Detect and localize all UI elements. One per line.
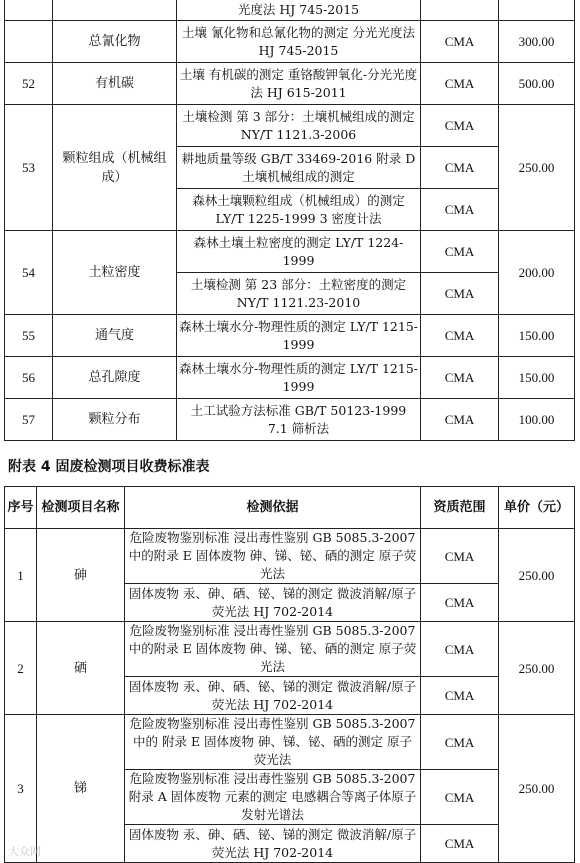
qualification: CMA (421, 399, 499, 441)
unit-price: 250.00 (499, 622, 575, 715)
basis-text: 土壤检测 第 3 部分：土壤机械组成的测定 NY/T 1121.3-2006 (177, 105, 421, 147)
row-number (5, 0, 53, 21)
header-no: 序号 (5, 487, 37, 529)
basis-text: 森林土壤颗粒组成（机械组成）的测定 LY/T 1225-1999 3 密度计法 (177, 189, 421, 231)
row-number: 57 (5, 399, 53, 441)
unit-price: 300.00 (499, 21, 575, 63)
unit-price: 150.00 (499, 315, 575, 357)
unit-price: 250.00 (499, 529, 575, 622)
qualification: CMA (421, 715, 499, 770)
qualification: CMA (421, 189, 499, 231)
basis-text: 危险废物鉴别标准 浸出毒性鉴别 GB 5085.3-2007 中的附录 E 固体废物 砷、锑、铋、硒的测定 原子荧光法 (125, 529, 421, 584)
basis-text: 土壤检测 第 23 部分：土粒密度的测定 NY/T 1121.23-2010 (177, 273, 421, 315)
table-row (5, 21, 575, 63)
unit-price: 250.00 (499, 715, 575, 863)
unit-price: 100.00 (499, 399, 575, 441)
qualification: CMA (421, 584, 499, 622)
unit-price: 250.00 (499, 105, 575, 231)
basis-text: 森林土壤水分-物理性质的测定 LY/T 1215-1999 (177, 315, 421, 357)
qualification: CMA (421, 105, 499, 147)
qualification: CMA (421, 529, 499, 584)
basis-text: 危险废物鉴别标准 浸出毒性鉴别 GB 5085.3-2007 附录 A 固体废物 元素的测定 电感耦合等离子体原子发射光谱法 (125, 770, 421, 825)
header-name: 检测项目名称 (37, 487, 125, 529)
table-row (5, 0, 575, 21)
item-name (53, 0, 177, 21)
basis-text: 固体废物 汞、砷、硒、铋、锑的测定 微波消解/原子荧光法 HJ 702-2014 (125, 584, 421, 622)
unit-price (499, 0, 575, 21)
qualification: CMA (421, 357, 499, 399)
item-name: 土粒密度 (53, 231, 177, 315)
table-row (5, 231, 575, 273)
item-name: 砷 (37, 529, 125, 622)
basis-text: 危险废物鉴别标准 浸出毒性鉴别 GB 5085.3-2007 中的 附录 E 固体废物 砷、锑、铋、硒的测定 原子荧光法 (125, 715, 421, 770)
section-title: 附表 4 固废检测项目收费标准表 (8, 459, 210, 475)
table-row (5, 105, 575, 147)
item-name: 颗粒组成（机械组成） (53, 105, 177, 231)
basis-text: 土壤 有机碳的测定 重铬酸钾氧化-分光光度法 HJ 615-2011 (177, 63, 421, 105)
item-name: 颗粒分布 (53, 399, 177, 441)
soil-fee-table (4, 0, 575, 441)
header-basis: 检测依据 (125, 487, 421, 529)
qualification: CMA (421, 231, 499, 273)
table-row (5, 529, 575, 584)
row-number: 54 (5, 231, 53, 315)
header-qual: 资质范围 (421, 487, 499, 529)
watermark: 大众网 (8, 845, 41, 858)
row-number: 56 (5, 357, 53, 399)
row-number (5, 21, 53, 63)
basis-text: 危险废物鉴别标准 浸出毒性鉴别 GB 5085.3-2007 中的附录 E 固体废物 砷、锑、铋、硒的测定 原子荧光法 (125, 622, 421, 677)
row-number: 52 (5, 63, 53, 105)
row-number: 55 (5, 315, 53, 357)
basis-text: 森林土壤水分-物理性质的测定 LY/T 1215-1999 (177, 357, 421, 399)
row-number: 1 (5, 529, 37, 622)
item-name: 有机碳 (53, 63, 177, 105)
qualification: CMA (421, 315, 499, 357)
solid-waste-fee-table (4, 486, 575, 863)
item-name: 锑 (37, 715, 125, 863)
qualification: CMA (421, 21, 499, 63)
table-row (5, 399, 575, 441)
qualification: CMA (421, 147, 499, 189)
basis-text: 森林土壤土粒密度的测定 LY/T 1224-1999 (177, 231, 421, 273)
basis-text: 光度法 HJ 745-2015 (177, 0, 421, 21)
qualification: CMA (421, 622, 499, 677)
header-price: 单价（元） (499, 487, 575, 529)
qualification: CMA (421, 770, 499, 825)
table-header-row (5, 487, 575, 529)
basis-text: 土工试验方法标准 GB/T 50123-1999 7.1 筛析法 (177, 399, 421, 441)
basis-text: 固体废物 汞、砷、硒、铋、锑的测定 微波消解/原子荧光法 HJ 702-2014 (125, 677, 421, 715)
unit-price: 200.00 (499, 231, 575, 315)
table-row (5, 715, 575, 770)
item-name: 总氰化物 (53, 21, 177, 63)
table-row (5, 63, 575, 105)
row-number: 3 (5, 715, 37, 863)
qualification: CMA (421, 677, 499, 715)
qualification: CMA (421, 825, 499, 863)
table-row (5, 622, 575, 677)
row-number: 2 (5, 622, 37, 715)
table-row (5, 357, 575, 399)
basis-text: 耕地质量等级 GB/T 33469-2016 附录 D 土壤机械组成的测定 (177, 147, 421, 189)
unit-price: 500.00 (499, 63, 575, 105)
item-name: 通气度 (53, 315, 177, 357)
item-name: 总孔隙度 (53, 357, 177, 399)
table-row (5, 315, 575, 357)
qualification: CMA (421, 63, 499, 105)
item-name: 硒 (37, 622, 125, 715)
basis-text: 土壤 氰化物和总氰化物的测定 分光光度法 HJ 745-2015 (177, 21, 421, 63)
unit-price: 150.00 (499, 357, 575, 399)
basis-text: 固体废物 汞、砷、硒、铋、锑的测定 微波消解/原子荧光法 HJ 702-2014 (125, 825, 421, 863)
row-number: 53 (5, 105, 53, 231)
qualification (421, 0, 499, 21)
qualification: CMA (421, 273, 499, 315)
